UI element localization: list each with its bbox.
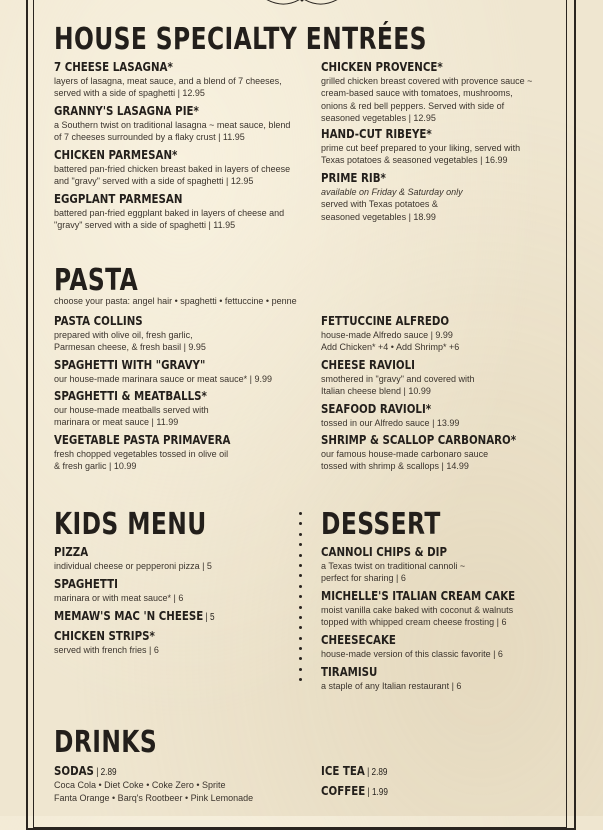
item-name: CHICKEN PARMESAN* — [54, 147, 178, 162]
section-title-kids: KIDS MENU — [54, 507, 207, 542]
menu-item — [321, 127, 520, 167]
menu-item — [321, 764, 402, 778]
item-desc: Italian cheese blend | 10.99 — [321, 386, 431, 397]
item-name: SPAGHETTI WITH "GRAVY" — [54, 357, 206, 372]
item-price: | 1.99 — [365, 787, 388, 798]
item-name: PRIME RIB* — [321, 170, 386, 185]
item-desc: Texas potatoes & seasoned vegetables | 16.99 — [321, 155, 508, 166]
item-name: HAND-CUT RIBEYE* — [321, 126, 432, 141]
item-desc: Add Chicken* +4 • Add Shrimp* +6 — [321, 342, 460, 353]
item-name: CHEESE RAVIOLI — [321, 357, 415, 372]
item-desc: battered pan-fried chicken breast baked in layers of cheese — [54, 163, 291, 174]
item-desc: topped with whipped cream cheese frosting | 6 — [321, 617, 507, 628]
menu-item — [54, 433, 269, 473]
item-desc: tossed with shrimp & scallops | 14.99 — [321, 461, 469, 472]
menu-item — [54, 314, 206, 354]
item-desc: marinara or with meat sauce* | 6 — [54, 592, 184, 603]
item-desc: layers of lasagna, meat sauce, and a blend of 7 cheeses, — [54, 75, 282, 86]
item-desc: house-made version of this classic favorite | 6 — [321, 648, 503, 659]
section-title-drinks: DRINKS — [54, 725, 158, 760]
item-name: SPAGHETTI — [54, 576, 118, 591]
item-desc: a staple of any Italian restaurant | 6 — [321, 680, 462, 691]
item-desc: served with Texas potatoes & — [321, 199, 438, 210]
item-name: TIRAMISU — [321, 664, 378, 679]
item-name: SODAS | 2.89 — [54, 763, 117, 778]
item-desc: Parmesan cheese, & fresh basil | 9.95 — [54, 342, 206, 353]
menu-item — [321, 665, 461, 692]
item-name: MEMAW'S MAC 'N CHEESE | 5 — [54, 608, 215, 623]
menu-item — [321, 433, 559, 473]
item-desc: of 7 cheeses surrounded by a flaky crust | 11.95 — [54, 132, 245, 143]
section-title-entrees: HOUSE SPECIALTY ENTRÉES — [54, 22, 427, 57]
menu-item — [54, 148, 290, 188]
menu-item — [54, 629, 177, 656]
item-name: PIZZA — [54, 544, 89, 559]
item-desc: "gravy" served with a side of spaghetti | 11.95 — [54, 220, 236, 231]
menu-item — [54, 764, 253, 804]
menu-item — [54, 104, 290, 144]
pasta-choice-note: choose your pasta: angel hair • spaghetti • fettuccine • penne — [54, 296, 297, 306]
item-name: CHICKEN STRIPS* — [54, 628, 155, 643]
item-desc: house-made Alfredo sauce | 9.99 — [321, 329, 453, 340]
item-desc: served with french fries | 6 — [54, 644, 159, 655]
item-desc: seasoned vegetables | 18.99 — [321, 211, 436, 222]
item-desc: battered pan-fried eggplant baked in layers of cheese and — [54, 207, 285, 218]
menu-item — [321, 358, 474, 398]
item-desc: prepared with olive oil, fresh garlic, — [54, 329, 193, 340]
menu-item — [321, 784, 403, 798]
item-name: EGGPLANT PARMESAN — [54, 191, 183, 206]
menu-item — [54, 358, 272, 385]
item-availability: available on Friday & Saturday only — [321, 186, 463, 197]
item-desc: prime cut beef prepared to your liking, served with — [321, 142, 521, 153]
menu-item — [321, 402, 459, 429]
item-price: | 2.89 — [93, 767, 117, 778]
menu-item — [54, 389, 240, 429]
item-name: SEAFOOD RAVIOLI* — [321, 401, 432, 416]
item-desc: and "gravy" served with a side of spaghetti | 12.95 — [54, 176, 254, 187]
item-name: CHICKEN PROVENCE* — [321, 59, 443, 74]
item-name: CANNOLI CHIPS & DIP — [321, 544, 447, 559]
item-name: CHEESECAKE — [321, 632, 396, 647]
item-desc: a Southern twist on traditional lasagna ~ meat sauce, blend — [54, 119, 291, 130]
item-desc: Fanta Orange • Barq's Rootbeer • Pink Lemonade — [54, 792, 254, 803]
item-name: VEGETABLE PASTA PRIMAVERA — [54, 432, 231, 447]
menu-item — [54, 60, 282, 100]
section-title-dessert: DESSERT — [321, 507, 441, 542]
item-desc: a Texas twist on traditional cannoli ~ — [321, 560, 466, 571]
item-name: PASTA COLLINS — [54, 313, 143, 328]
item-name: ICE TEA | 2.89 — [321, 763, 388, 778]
item-desc: onions & red bell peppers. Served with side of — [321, 100, 505, 111]
item-desc: our house-made marinara sauce or meat sauce* | 9.99 — [54, 373, 272, 384]
item-desc: & fresh garlic | 10.99 — [54, 461, 137, 472]
column-divider-dots — [299, 512, 303, 689]
menu-item — [321, 314, 477, 354]
item-desc: marinara or meat sauce | 11.99 — [54, 417, 179, 428]
menu-item — [54, 609, 250, 623]
item-name: 7 CHEESE LASAGNA* — [54, 59, 173, 74]
item-desc: our house-made meatballs served with — [54, 404, 209, 415]
item-price: | 2.89 — [364, 767, 388, 778]
menu-item — [54, 192, 284, 232]
menu-item — [321, 171, 463, 223]
ornament-flourish-icon — [262, 0, 342, 8]
item-name: GRANNY'S LASAGNA PIE* — [54, 103, 199, 118]
menu-item — [54, 545, 212, 572]
item-name: FETTUCCINE ALFREDO — [321, 313, 450, 328]
menu-item — [321, 545, 475, 585]
item-desc: smothered in "gravy" and covered with — [321, 373, 475, 384]
item-name: SPAGHETTI & MEATBALLS* — [54, 388, 207, 403]
item-desc: Coca Cola • Diet Coke • Coke Zero • Sprite — [54, 780, 226, 790]
item-desc: our famous house-made carbonaro sauce — [321, 448, 489, 459]
item-desc: cream-based sauce with tomatoes, mushrooms, — [321, 88, 513, 99]
item-desc: fresh chopped vegetables tossed in olive oil — [54, 448, 229, 459]
menu-item — [321, 60, 532, 125]
menu-item — [321, 633, 503, 660]
item-desc: perfect for sharing | 6 — [321, 573, 406, 584]
item-desc: seasoned vegetables | 12.95 — [321, 113, 436, 124]
item-name: COFFEE | 1.99 — [321, 783, 388, 798]
item-desc: grilled chicken breast covered with provence sauce ~ — [321, 75, 533, 86]
item-desc: served with a side of spaghetti | 12.95 — [54, 88, 205, 99]
menu-item — [54, 577, 183, 604]
item-name: MICHELLE'S ITALIAN CREAM CAKE — [321, 588, 516, 603]
item-price: | 5 — [203, 612, 215, 623]
item-desc: tossed in our Alfredo sauce | 13.99 — [321, 417, 460, 428]
section-title-pasta: PASTA — [54, 263, 139, 298]
menu-item — [321, 589, 558, 629]
item-desc: individual cheese or pepperoni pizza | 5 — [54, 560, 212, 571]
item-desc: moist vanilla cake baked with coconut & walnuts — [321, 604, 514, 615]
item-name: SHRIMP & SCALLOP CARBONARO* — [321, 432, 517, 447]
